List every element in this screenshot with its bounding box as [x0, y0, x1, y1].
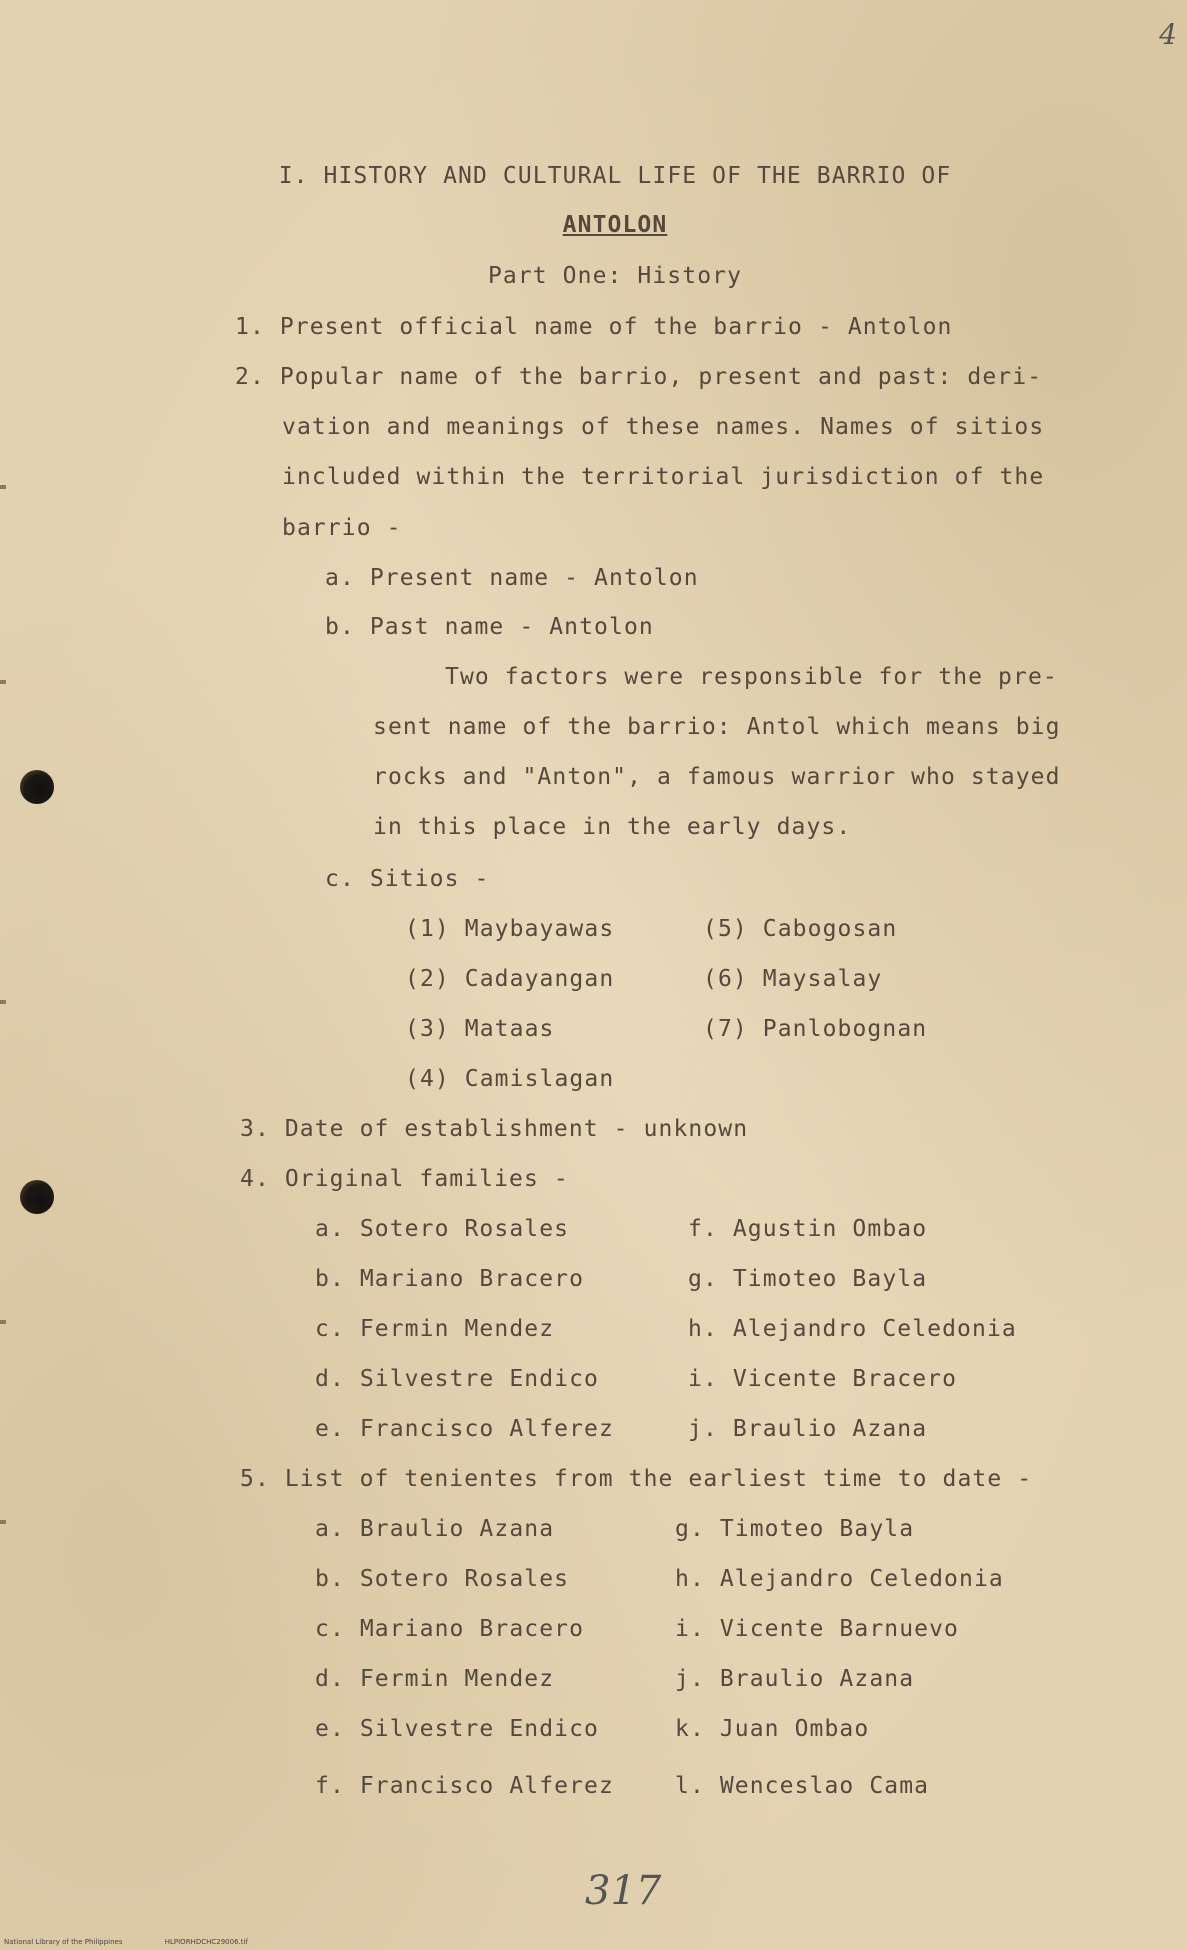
edge-mark: [0, 1320, 6, 1324]
teniente-item: f. Francisco Alferez: [315, 1773, 614, 1799]
item-2-line: 2. Popular name of the barrio, present and past: deri-: [235, 364, 1043, 390]
sitio-item: (3) Mataas: [405, 1016, 555, 1042]
sitio-item: (6) Maysalay: [703, 966, 883, 992]
family-item: f. Agustin Ombao: [688, 1216, 928, 1242]
paragraph-line: rocks and "Anton", a famous warrior who stayed: [373, 764, 1061, 790]
teniente-item: h. Alejandro Celedonia: [675, 1566, 1004, 1592]
teniente-item: d. Fermin Mendez: [315, 1666, 555, 1692]
barrio-name-heading: ANTOLON: [562, 212, 668, 238]
sitio-item: (4) Camislagan: [405, 1066, 615, 1092]
item-5: 5. List of tenientes from the earliest time to date -: [240, 1466, 1033, 1492]
family-item: g. Timoteo Bayla: [688, 1266, 928, 1292]
item-1: 1. Present official name of the barrio - Antolon: [235, 314, 953, 340]
family-item: h. Alejandro Celedonia: [688, 1316, 1017, 1342]
item-2-line: included within the territorial jurisdiction of the: [282, 464, 1045, 490]
footer-library: National Library of the Philippines: [4, 1938, 123, 1946]
footer-filename: HLPIORHDCHC29006.tif: [164, 1938, 248, 1946]
edge-mark: [0, 485, 6, 489]
teniente-item: i. Vicente Barnuevo: [675, 1616, 959, 1642]
family-item: c. Fermin Mendez: [315, 1316, 555, 1342]
part-heading: Part One: History: [487, 263, 743, 289]
teniente-item: e. Silvestre Endico: [315, 1716, 599, 1742]
family-item: i. Vicente Bracero: [688, 1366, 958, 1392]
family-item: j. Braulio Azana: [688, 1416, 928, 1442]
teniente-item: a. Braulio Azana: [315, 1516, 555, 1542]
item-2b: b. Past name - Antolon: [325, 614, 654, 640]
sitio-item: (2) Cadayangan: [405, 966, 615, 992]
family-item: e. Francisco Alferez: [315, 1416, 614, 1442]
paragraph-line: sent name of the barrio: Antol which means big: [373, 714, 1061, 740]
item-2a: a. Present name - Antolon: [325, 565, 699, 591]
scan-footer: [4, 1938, 288, 1946]
sitio-item: (1) Maybayawas: [405, 916, 615, 942]
teniente-item: k. Juan Ombao: [675, 1716, 870, 1742]
paragraph-line: in this place in the early days.: [373, 814, 852, 840]
family-item: b. Mariano Bracero: [315, 1266, 585, 1292]
teniente-item: b. Sotero Rosales: [315, 1566, 570, 1592]
sitio-item: (7) Panlobognan: [703, 1016, 928, 1042]
edge-mark: [0, 680, 6, 684]
document-title: I. HISTORY AND CULTURAL LIFE OF THE BARRIO OF: [278, 163, 952, 189]
item-3: 3. Date of establishment - unknown: [240, 1116, 749, 1142]
item-2-line: barrio -: [282, 515, 402, 541]
teniente-item: g. Timoteo Bayla: [675, 1516, 915, 1542]
family-item: d. Silvestre Endico: [315, 1366, 599, 1392]
punch-hole-top: [20, 770, 54, 804]
item-2c: c. Sitios -: [325, 866, 490, 892]
punch-hole-bottom: [20, 1180, 54, 1214]
item-2-line: vation and meanings of these names. Names of sitios: [282, 414, 1045, 440]
edge-mark: [0, 1000, 6, 1004]
item-4: 4. Original families -: [240, 1166, 569, 1192]
edge-mark: [0, 1520, 6, 1524]
sitio-item: (5) Cabogosan: [703, 916, 898, 942]
teniente-item: l. Wenceslao Cama: [675, 1773, 930, 1799]
teniente-item: c. Mariano Bracero: [315, 1616, 585, 1642]
teniente-item: j. Braulio Azana: [675, 1666, 915, 1692]
handwritten-page-number: 317: [585, 1868, 662, 1914]
paragraph-line: Two factors were responsible for the pre-: [445, 664, 1058, 690]
corner-page-number: 4: [1159, 18, 1177, 51]
family-item: a. Sotero Rosales: [315, 1216, 570, 1242]
